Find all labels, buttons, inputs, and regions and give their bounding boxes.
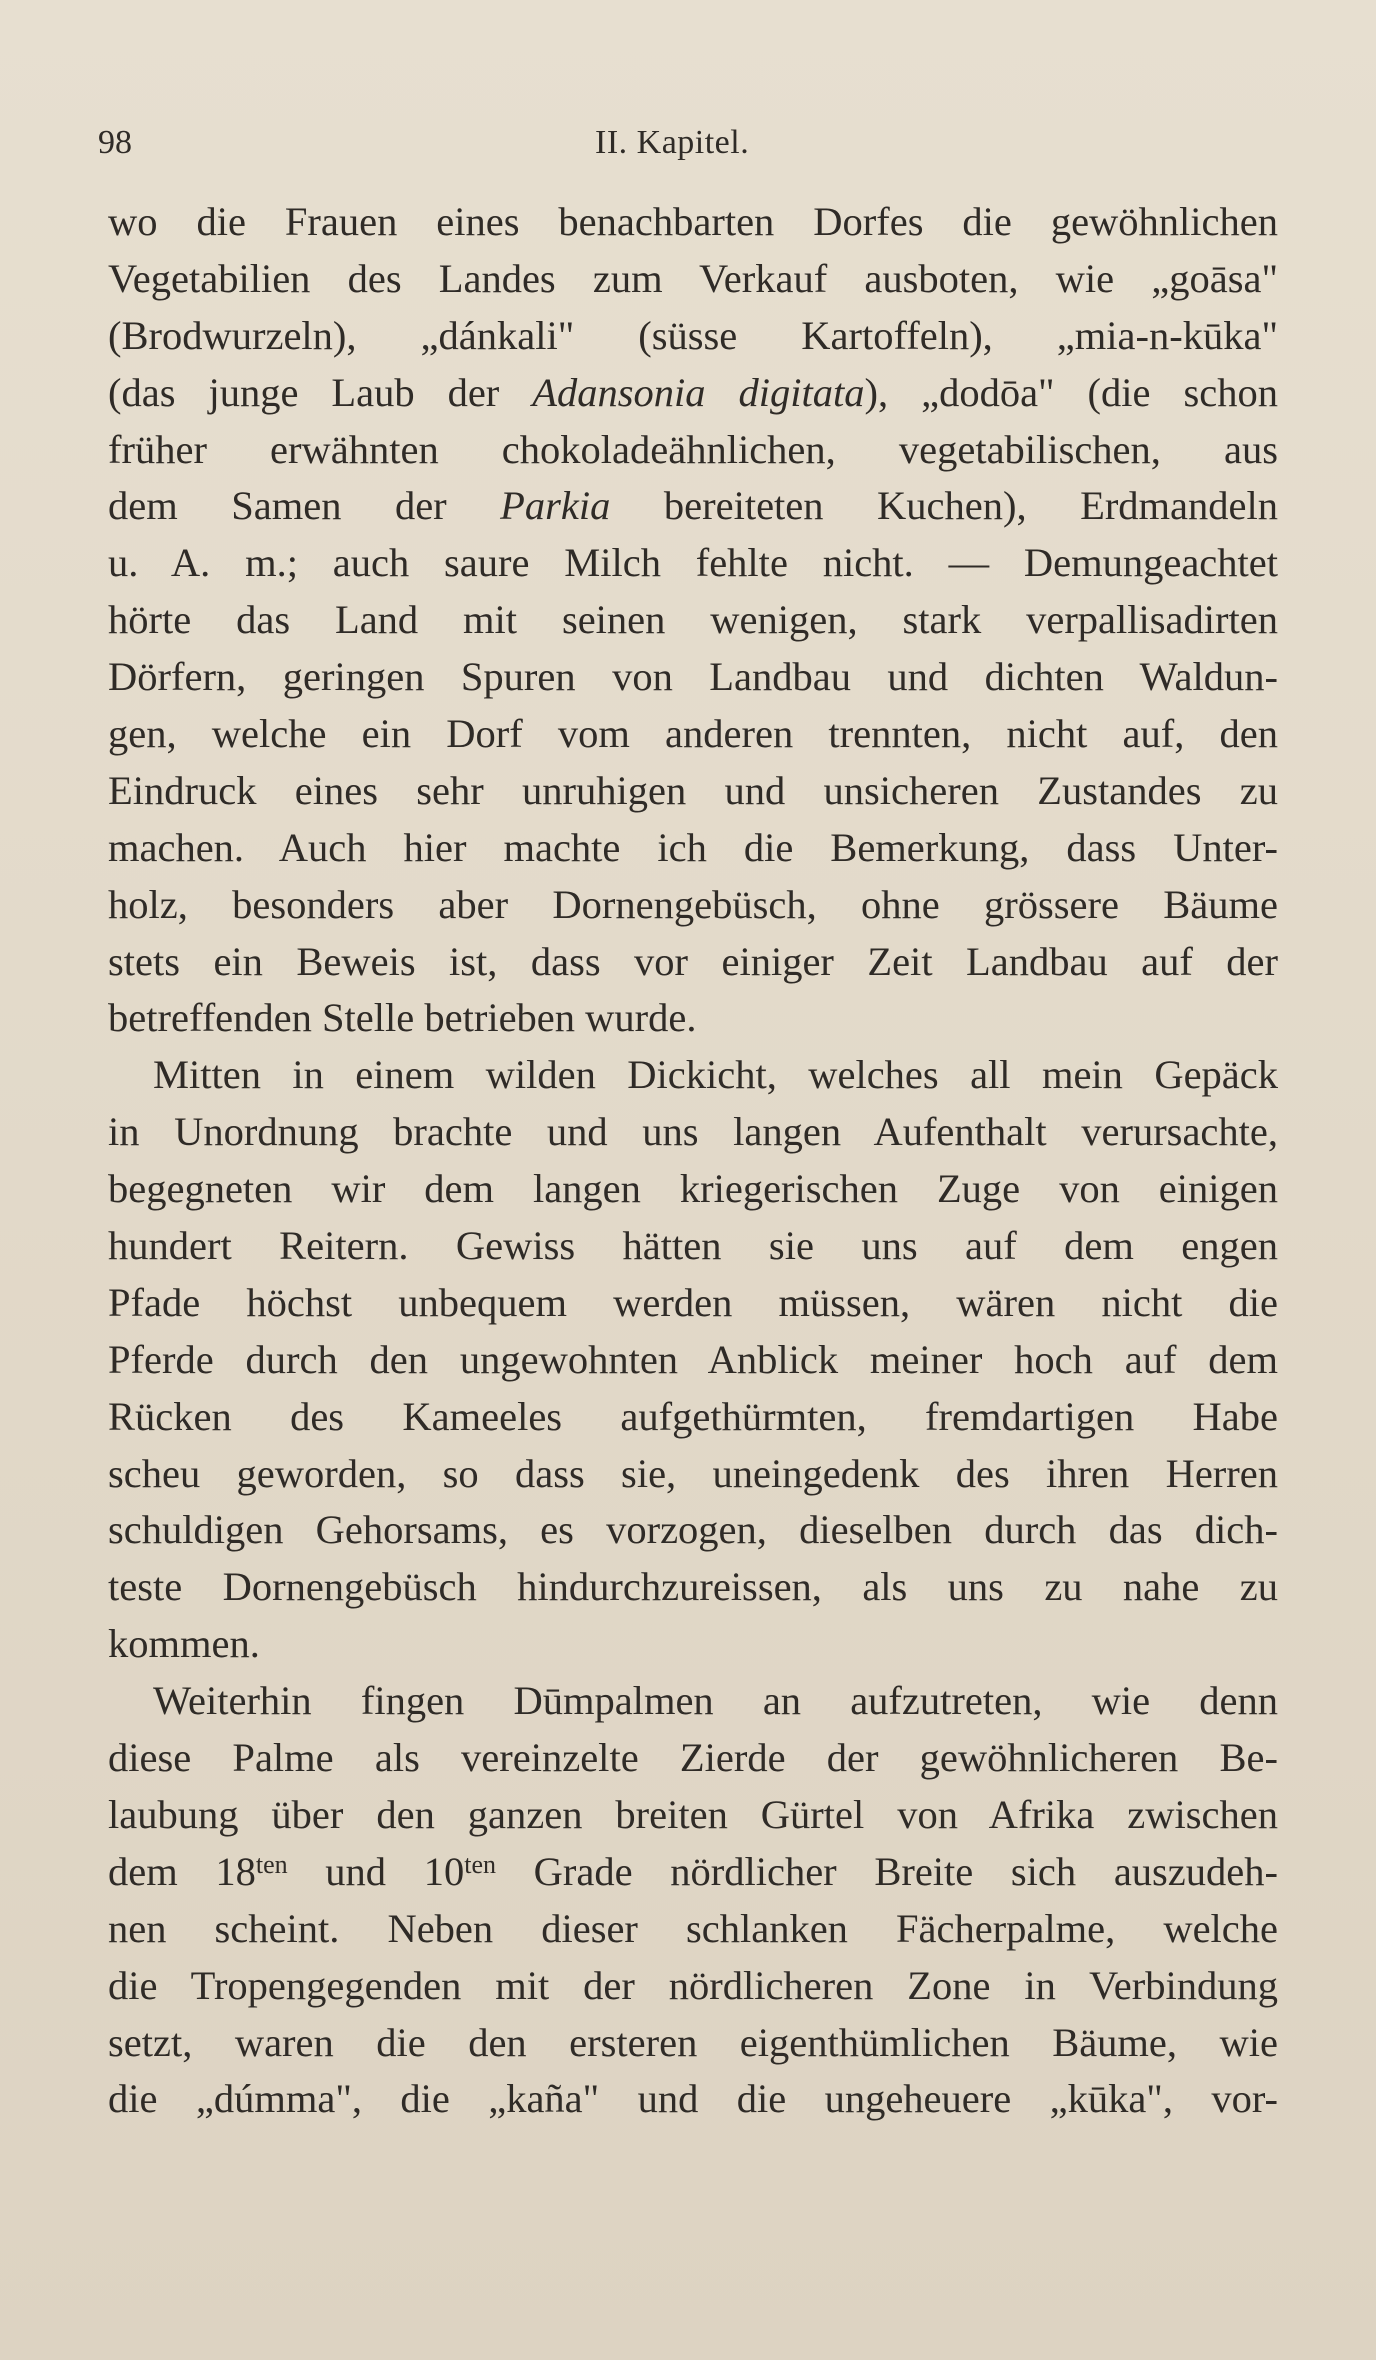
- ordinal-suffix: ten: [464, 1849, 496, 1879]
- text-line: [108, 478, 1278, 535]
- text-line: Rücken des Kameeles aufgethürmten, fremdartigen Habe: [108, 1393, 1278, 1439]
- text-line: begegneten wir dem langen kriegerischen Zuge von einigen: [108, 1166, 1278, 1212]
- paragraph-start-line: Weiterhin fingen Dūmpalmen an aufzutreten, wie denn: [153, 1678, 1278, 1724]
- paragraph-start-line: Mitten in einem wilden Dickicht, welches all mein Gepäck: [153, 1052, 1278, 1098]
- paragraph-end-line: betreffenden Stelle betrieben wurde.: [108, 995, 697, 1041]
- body-text: [108, 194, 1278, 2128]
- text-line: u. A. m.; auch saure Milch fehlte nicht. — Demungeachtet: [108, 540, 1278, 586]
- text-line: diese Palme als vereinzelte Zierde der gewöhnlicheren Be-: [108, 1735, 1278, 1781]
- text-line: holz, besonders aber Dornengebüsch, ohne grössere Bäume: [108, 881, 1278, 927]
- text-segment: dem 18: [108, 1848, 256, 1894]
- text-line: Vegetabilien des Landes zum Verkauf ausboten, wie „goāsa": [108, 255, 1278, 301]
- text-segment: ), „dodōa" (die schon: [864, 369, 1278, 415]
- text-segment: (das junge Laub der: [108, 369, 533, 415]
- text-line: setzt, waren die den ersteren eigenthümlichen Bäume, wie: [108, 2019, 1278, 2065]
- text-line: schuldigen Gehorsams, es vorzogen, dieselben durch das dich-: [108, 1507, 1278, 1553]
- text-line: Dörfern, geringen Spuren von Landbau und dichten Waldun-: [108, 654, 1278, 700]
- italic-genus-name: Parkia: [500, 483, 611, 529]
- text-line: laubung über den ganzen breiten Gürtel von Afrika zwischen: [108, 1791, 1278, 1837]
- text-line: (Brodwurzeln), „dánkali" (süsse Kartoffeln), „mia-n-kūka": [108, 312, 1278, 358]
- paragraph-end-line: kommen.: [108, 1621, 260, 1667]
- text-line: stets ein Beweis ist, dass vor einiger Zeit Landbau auf der: [108, 938, 1278, 984]
- text-segment: und 10: [287, 1848, 465, 1894]
- text-line: [108, 1844, 1278, 1901]
- text-line: [108, 365, 1278, 422]
- text-line: hundert Reitern. Gewiss hätten sie uns auf dem engen: [108, 1223, 1278, 1269]
- running-head: [98, 118, 1278, 168]
- text-line: nen scheint. Neben dieser schlanken Fächerpalme, welche: [108, 1905, 1278, 1951]
- text-segment: dem Samen der: [108, 483, 501, 529]
- text-line: machen. Auch hier machte ich die Bemerkung, dass Unter-: [108, 824, 1278, 870]
- text-line: die Tropengegenden mit der nördlicheren Zone in Verbindung: [108, 1962, 1278, 2008]
- text-segment: Grade nördlicher Breite sich auszudeh-: [495, 1848, 1278, 1894]
- text-line: in Unordnung brachte und uns langen Aufenthalt verursachte,: [108, 1109, 1278, 1155]
- text-line: scheu geworden, so dass sie, uneingedenk des ihren Herren: [108, 1450, 1278, 1496]
- text-segment: bereiteten Kuchen), Erdmandeln: [610, 483, 1279, 529]
- text-line: wo die Frauen eines benachbarten Dorfes die gewöhnlichen: [108, 199, 1278, 244]
- text-line: gen, welche ein Dorf vom anderen trennten, nicht auf, den: [108, 711, 1278, 757]
- text-line: Pfade höchst unbequem werden müssen, wären nicht die: [108, 1279, 1278, 1325]
- page-number: 98: [98, 124, 132, 161]
- chapter-title: II. Kapitel.: [595, 124, 750, 161]
- text-line: Pferde durch den ungewohnten Anblick meiner hoch auf dem: [108, 1336, 1278, 1382]
- ordinal-suffix: ten: [255, 1849, 288, 1879]
- text-line: die „dúmma", die „kaña" und die ungeheuere „kūka", vor-: [108, 2076, 1278, 2122]
- italic-species-name: Adansonia digitata: [532, 369, 865, 415]
- text-line: früher erwähnten chokoladeähnlichen, vegetabilischen, aus: [108, 426, 1278, 472]
- text-line: Eindruck eines sehr unruhigen und unsicheren Zustandes zu: [108, 767, 1278, 813]
- text-line: teste Dornengebüsch hindurchzureissen, als uns zu nahe zu: [108, 1564, 1278, 1610]
- text-line: hörte das Land mit seinen wenigen, stark verpallisadirten: [108, 597, 1278, 643]
